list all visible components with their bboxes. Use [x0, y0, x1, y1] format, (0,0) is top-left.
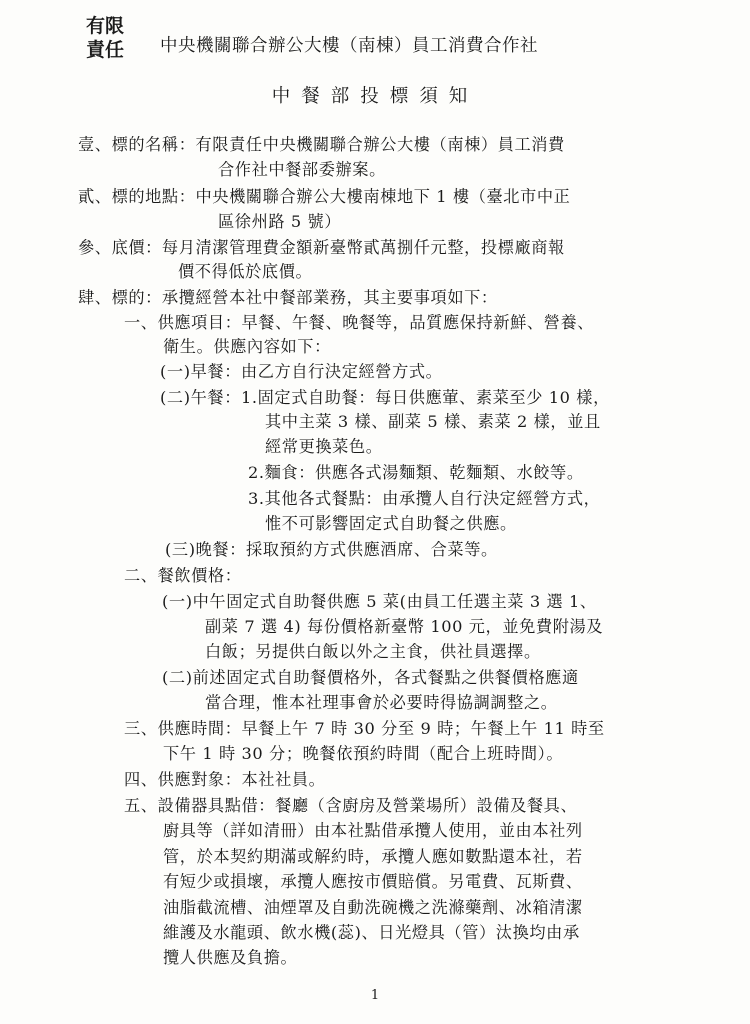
text-line: 四、供應對象：本社社員。: [124, 770, 326, 789]
text-line: 參、底價：每月清潔管理費金額新臺幣貳萬捌仟元整，投標廠商報: [78, 238, 565, 257]
text-line: (一)早餐：由乙方自行決定經營方式。: [160, 362, 443, 381]
text-line: 攬人供應及負擔。: [163, 948, 298, 967]
organization-name: 中央機關聯合辦公大樓（南棟）員工消費合作社: [160, 36, 538, 56]
document-title: 中餐部投標須知: [271, 86, 479, 107]
text-line: 管，於本契約期滿或解約時，承攬人應如數點還本社，若: [163, 847, 583, 866]
text-line: 油脂截流槽、油煙罩及自動洗碗機之洗滌藥劑、冰箱清潔: [163, 898, 583, 917]
text-line: 有短少或損壞，承攬人應按市價賠償。另電費、瓦斯費、: [163, 872, 583, 891]
text-line: 價不得低於底價。: [178, 262, 313, 281]
text-line: (二)午餐：1.固定式自助餐：每日供應葷、素菜至少 10 樣，: [160, 388, 610, 407]
text-line: 五、設備器具點借：餐廳（含廚房及營業場所）設備及餐具、: [124, 796, 578, 815]
text-line: 副菜 7 選 4) 每份價格新臺幣 100 元，並免費附湯及: [205, 617, 604, 636]
text-line: 二、餐飲價格：: [124, 566, 242, 585]
text-line: (一)中午固定式自助餐供應 5 菜(由員工任選主菜 3 選 1、: [162, 592, 597, 611]
text-line: 白飯；另提供白飯以外之主食，供社員選擇。: [205, 642, 541, 661]
text-line: 下午 1 時 30 分；晚餐依預約時間（配合上班時間）。: [163, 744, 564, 763]
page-number: 1: [370, 988, 380, 1003]
text-line: 維護及水龍頭、飲水機(蕊)、日光燈具（管）汰換均由承: [163, 923, 580, 942]
badge: [86, 14, 124, 62]
badge-line-1: 有限: [86, 15, 125, 37]
text-line: 惟不可影響固定式自助餐之供應。: [265, 514, 517, 533]
text-line: 肆、標的：承攬經營本社中餐部業務，其主要事項如下：: [78, 288, 498, 307]
text-line: 區徐州路 5 號）: [218, 212, 342, 231]
text-line: 經常更換菜色。: [265, 437, 383, 456]
text-line: 2.麵食：供應各式湯麵類、乾麵類、水餃等。: [248, 463, 584, 482]
text-line: 3.其他各式餐點：由承攬人自行決定經營方式，: [248, 489, 601, 508]
text-line: (二)前述固定式自助餐價格外，各式餐點之供餐價格應適: [162, 668, 579, 687]
text-line: 壹、標的名稱：有限責任中央機關聯合辦公大樓（南棟）員工消費: [78, 135, 565, 154]
text-line: 廚具等（詳如清冊）由本社點借承攬人使用，並由本社列: [163, 821, 583, 840]
text-line: 當合理，惟本社理事會於必要時得協調調整之。: [205, 693, 558, 712]
text-line: 衛生。供應內容如下：: [163, 337, 331, 356]
text-line: 其中主菜 3 樣、副菜 5 樣、素菜 2 樣，並且: [265, 412, 601, 431]
text-line: 一、供應項目：早餐、午餐、晚餐等，品質應保持新鮮、營養、: [124, 313, 595, 332]
text-line: 三、供應時間：早餐上午 7 時 30 分至 9 時；午餐上午 11 時至: [124, 719, 605, 738]
text-line: 貳、標的地點：中央機關聯合辦公大樓南棟地下 1 樓（臺北市中正: [78, 187, 571, 206]
badge-line-2: 責任: [86, 39, 125, 61]
text-line: (三)晚餐：採取預約方式供應酒席、合菜等。: [165, 540, 498, 559]
text-line: 合作社中餐部委辦案。: [218, 160, 386, 179]
